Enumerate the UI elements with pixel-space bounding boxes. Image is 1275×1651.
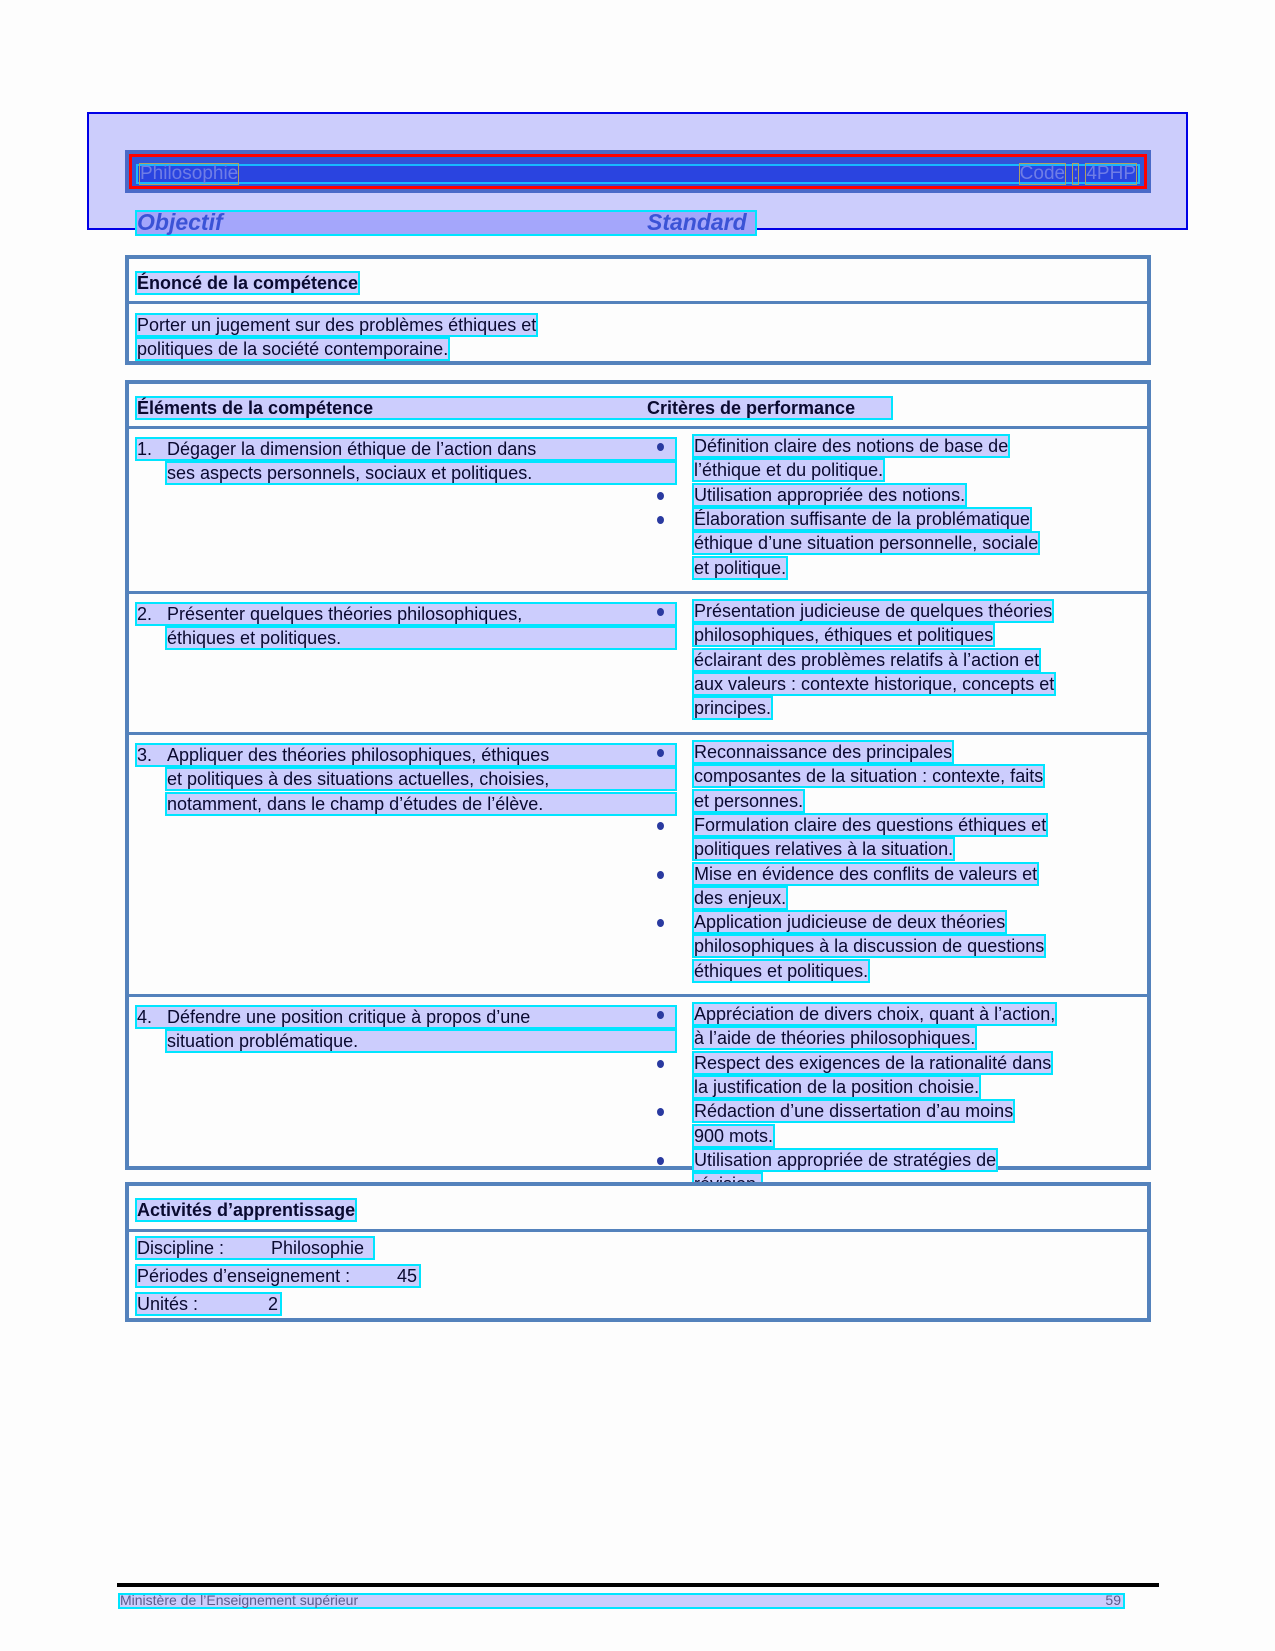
competence-row <box>129 594 1147 735</box>
criterion-line: l’éthique et du politique. <box>694 460 884 481</box>
criterion-line: Application judicieuse de deux théories <box>694 912 1006 933</box>
bullet-icon <box>657 1108 664 1116</box>
statement-line: Porter un jugement sur des problèmes éthiques et <box>137 315 537 335</box>
statement-line: politiques de la société contemporaine. <box>137 339 449 359</box>
element-number: 4. <box>137 1007 153 1027</box>
criterion-line: 900 mots. <box>694 1125 774 1146</box>
title-strip <box>138 163 1138 184</box>
footer-publisher: Ministère de l’Enseignement supérieur <box>120 1592 359 1608</box>
periods-value: 45 <box>396 1266 417 1286</box>
bullet-icon <box>657 822 664 830</box>
page-footer <box>120 1592 1123 1608</box>
code-label: Code <box>1019 163 1066 184</box>
title-frame <box>129 154 1147 189</box>
element-line <box>137 439 675 459</box>
criterion-line: Définition claire des notions de base de <box>694 436 1009 456</box>
element-text: Dégager la dimension éthique de l’action dans <box>167 439 537 459</box>
objective-standard-row <box>137 209 755 235</box>
bullet-icon <box>657 516 664 524</box>
footer-divider <box>117 1583 1159 1587</box>
competence-rows <box>129 429 1147 1207</box>
criterion-line: la justification de la position choisie. <box>694 1076 980 1097</box>
bullet-icon <box>657 1011 664 1019</box>
criterion-line: et politique. <box>694 557 787 578</box>
criteria-column-header: Critères de performance <box>647 398 856 418</box>
criterion-line: Utilisation appropriée de stratégies de <box>694 1149 997 1170</box>
code-separator: : <box>1073 163 1079 184</box>
bullet-icon <box>657 1157 664 1165</box>
competence-row <box>129 997 1147 1207</box>
elements-header-text: Éléments de la compétence <box>137 398 374 418</box>
statement-box <box>125 255 1151 365</box>
bullet-icon <box>657 443 664 451</box>
course-title-bar <box>125 150 1151 193</box>
criterion-line: Respect des exigences de la rationalité dans <box>694 1052 1052 1073</box>
criterion-line: des enjeux. <box>694 887 787 908</box>
element-line: et politiques à des situations actuelles, choisies, <box>167 769 675 789</box>
element-text: Présenter quelques théories philosophiques, <box>167 604 523 624</box>
statement-title: Énoncé de la compétence <box>137 273 359 293</box>
statement-header <box>129 259 1147 304</box>
criterion-line: Utilisation appropriée des notions. <box>694 484 966 505</box>
course-code <box>1020 164 1136 184</box>
periods-label: Périodes d’enseignement : <box>137 1266 351 1286</box>
standard-label: Standard <box>647 209 747 235</box>
criterion-line: Formulation claire des questions éthiques et <box>694 814 1047 835</box>
criterion-line: principes. <box>694 698 772 719</box>
element-text: Appliquer des théories philosophiques, éthiques <box>167 745 550 765</box>
elements-column-header <box>137 398 891 418</box>
bullet-icon <box>657 492 664 500</box>
criterion-line: à l’aide de théories philosophiques. <box>694 1028 976 1049</box>
element-number: 1. <box>137 439 153 459</box>
criterion-line: Reconnaissance des principales <box>694 742 953 762</box>
element-line <box>137 1007 675 1027</box>
discipline-value: Philosophie <box>271 1238 365 1258</box>
element-line <box>137 745 675 765</box>
criterion-line: Présentation judicieuse de quelques théories <box>694 601 1053 621</box>
criterion-line: philosophiques à la discussion de questions <box>694 936 1045 957</box>
criterion-line: éthique d’une situation personnelle, sociale <box>694 533 1039 554</box>
competence-row <box>129 735 1147 997</box>
activities-header <box>129 1186 1147 1232</box>
competence-table <box>125 380 1151 1170</box>
table-header <box>129 384 1147 429</box>
units-value: 2 <box>267 1294 278 1314</box>
discipline-title: Philosophie <box>140 163 239 184</box>
objective-label: Objectif <box>137 209 223 235</box>
criterion-line: Rédaction d’une dissertation d’au moins <box>694 1101 1014 1122</box>
criterion-line: éthiques et politiques. <box>694 960 869 981</box>
element-line: éthiques et politiques. <box>167 628 675 648</box>
criterion-line: éclairant des problèmes relatifs à l’action et <box>694 649 1040 670</box>
units-field <box>137 1294 280 1314</box>
bullet-icon <box>657 749 664 757</box>
activities-title: Activités d’apprentissage <box>137 1200 356 1220</box>
periods-field <box>137 1266 419 1286</box>
element-line: ses aspects personnels, sociaux et politiques. <box>167 463 675 483</box>
activities-box <box>125 1182 1151 1322</box>
page-number: 59 <box>1105 1592 1121 1608</box>
bullet-icon <box>657 919 664 927</box>
bullet-icon <box>657 871 664 879</box>
units-label: Unités : <box>137 1294 199 1314</box>
element-number: 2. <box>137 604 153 624</box>
criterion-line: Appréciation de divers choix, quant à l’action, <box>694 1004 1056 1024</box>
criterion-line: et personnes. <box>694 790 804 811</box>
criterion-line: politiques relatives à la situation. <box>694 839 954 860</box>
element-text: Défendre une position critique à propos d’une <box>167 1007 531 1027</box>
criterion-line: philosophiques, éthiques et politiques <box>694 625 994 646</box>
element-line: situation problématique. <box>167 1031 675 1051</box>
element-number: 3. <box>137 745 153 765</box>
discipline-label: Discipline : <box>137 1238 225 1258</box>
competence-row <box>129 429 1147 594</box>
criterion-line: Mise en évidence des conflits de valeurs et <box>694 863 1038 884</box>
code-value: 4PHP <box>1086 163 1136 184</box>
criterion-line: composantes de la situation : contexte, faits <box>694 766 1044 787</box>
element-line <box>137 604 675 624</box>
bullet-icon <box>657 608 664 616</box>
criterion-line: aux valeurs : contexte historique, concepts et <box>694 673 1055 694</box>
bullet-icon <box>657 1060 664 1068</box>
criterion-line: Élaboration suffisante de la problématique <box>694 508 1030 529</box>
element-line: notamment, dans le champ d’études de l’élève. <box>167 794 675 814</box>
discipline-field <box>137 1238 373 1258</box>
